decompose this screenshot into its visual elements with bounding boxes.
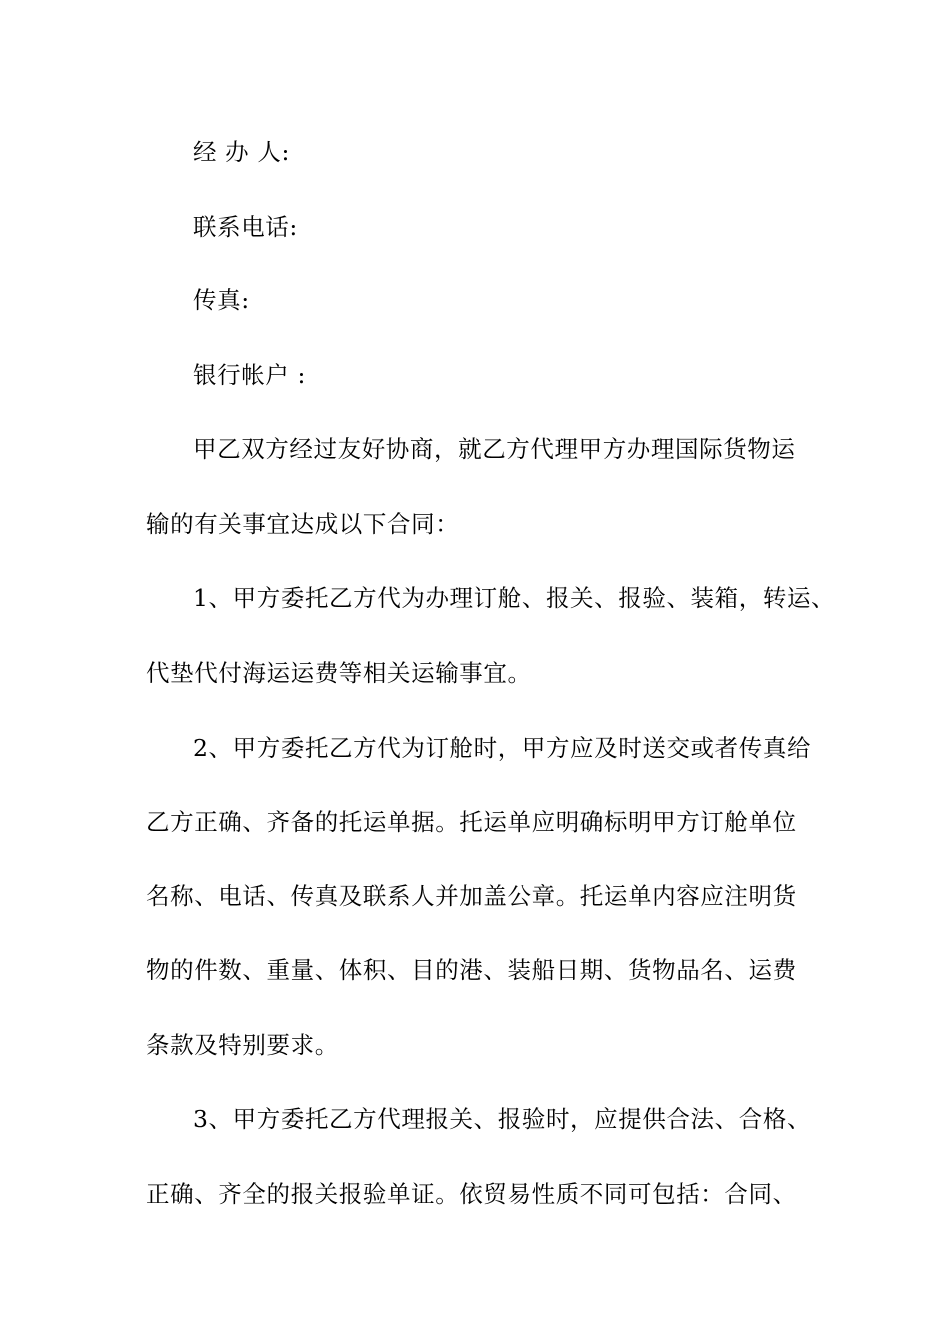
field-bank-account: 银行帐户 : <box>193 361 306 389</box>
field-fax: 传真: <box>193 286 250 314</box>
clause-1-line-1: 1、甲方委托乙方代为办理订舱、报关、报验、装箱，转运、 <box>193 584 836 612</box>
paragraph-intro-line-1: 甲乙双方经过友好协商，就乙方代理甲方办理国际货物运 <box>193 435 796 463</box>
clause-2-line-2: 乙方正确、齐备的托运单据。托运单应明确标明甲方订舱单位 <box>146 808 797 836</box>
clause-2-line-1: 2、甲方委托乙方代为订舱时，甲方应及时送交或者传真给 <box>193 734 812 762</box>
clause-2-line-5: 条款及特别要求。 <box>146 1031 339 1059</box>
paragraph-intro-line-2: 输的有关事宜达成以下合同： <box>146 510 460 538</box>
clause-3-line-2: 正确、齐全的报关报验单证。依贸易性质不同可包括：合同、 <box>146 1180 797 1208</box>
clause-2-line-3: 名称、电话、传真及联系人并加盖公章。托运单内容应注明货 <box>146 882 797 910</box>
field-phone: 联系电话: <box>193 213 298 241</box>
clause-3-line-1: 3、甲方委托乙方代理报关、报验时，应提供合法、合格、 <box>193 1105 812 1133</box>
clause-2-line-4: 物的件数、重量、体积、目的港、装船日期、货物品名、运费 <box>146 956 797 984</box>
field-handler: 经 办 人: <box>193 138 290 166</box>
clause-1-line-2: 代垫代付海运运费等相关运输事宜。 <box>146 659 532 687</box>
